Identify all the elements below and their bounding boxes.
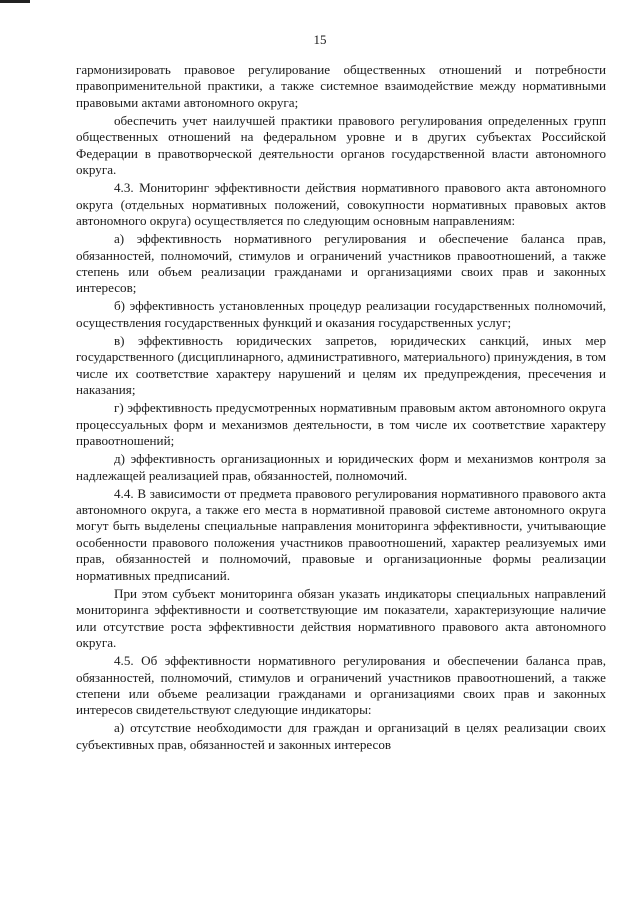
list-item-d: д) эффективность организационных и юридических форм и механизмов контроля за надлежащей реализацией прав, обязанностей, полномочий. — [76, 451, 606, 483]
list-item-g: г) эффективность предусмотренных нормативным правовым актом автономного округа процессуальных форм и механизмов деятельности, в том числе их соответствие характеру правоотношений; — [76, 400, 606, 449]
scan-corner-mark — [0, 0, 30, 3]
list-item-a: а) эффективность нормативного регулирования и обеспечение баланса прав, обязанностей, полномочий, стимулов и ограничений участников правоотношений, а также степень или объем реализации гражданами и организациями своих прав и законных интересов; — [76, 231, 606, 296]
paragraph-continuation: гармонизировать правовое регулирование общественных отношений и потребности правоприменительной практики, а также системное взаимодействие между нормативными правовыми актами автономного округа; — [76, 62, 606, 110]
paragraph-indicators: При этом субъект мониторинга обязан указать индикаторы специальных направлений мониторинга эффективности и соответствующие им показатели, характеризующие наличие или отсутствие роста эффективности действия нормативного правового акта автономного округа. — [76, 585, 606, 650]
document-body — [76, 62, 606, 755]
list-item-a-4-5: а) отсутствие необходимости для граждан и организаций в целях реализации своих субъективных прав, обязанностей и законных интересов — [76, 720, 606, 752]
paragraph-best-practice: обеспечить учет наилучшей практики правового регулирования определенных групп общественных отношений на федеральном уровне и в других субъектах Российской Федерации в правотворческой деятельности органов государственной власти автономного округа. — [76, 112, 606, 178]
paragraph-4-5: 4.5. Об эффективности нормативного регулирования и обеспечении баланса прав, обязанностей, полномочий, стимулов и ограничений участников правоотношений, а также степени или объеме реализации гражданами и организациями своих прав и законных интересов свидетельствуют следующие индикаторы: — [76, 653, 606, 718]
page-number: 15 — [313, 32, 327, 47]
list-item-v: в) эффективность юридических запретов, юридических санкций, иных мер государственного (дисциплинарного, административного, материального) принуждения, в том числе их соответствие характеру нарушений и целям их предупреждения, пресечения и наказания; — [76, 332, 606, 398]
list-item-b: б) эффективность установленных процедур реализации государственных полномочий, осуществления государственных функций и оказания государственных услуг; — [76, 298, 606, 330]
paragraph-4-4: 4.4. В зависимости от предмета правового регулирования нормативного правового акта автономного округа, а также его места в нормативной правовой системе автономного округа могут быть выделены специальные направления мониторинга эффективности, учитывающие особенности правового положения участников правоотношений, характер реализуемых ими прав, обязанностей и полномочий, правовые и организационные формы реализации нормативных предписаний. — [76, 485, 606, 583]
paragraph-4-3: 4.3. Мониторинг эффективности действия нормативного правового акта автономного округа (отдельных нормативных положений, совокупности нормативных правовых актов автономного округа) осуществляется по следующим основным направлениям: — [76, 180, 606, 229]
